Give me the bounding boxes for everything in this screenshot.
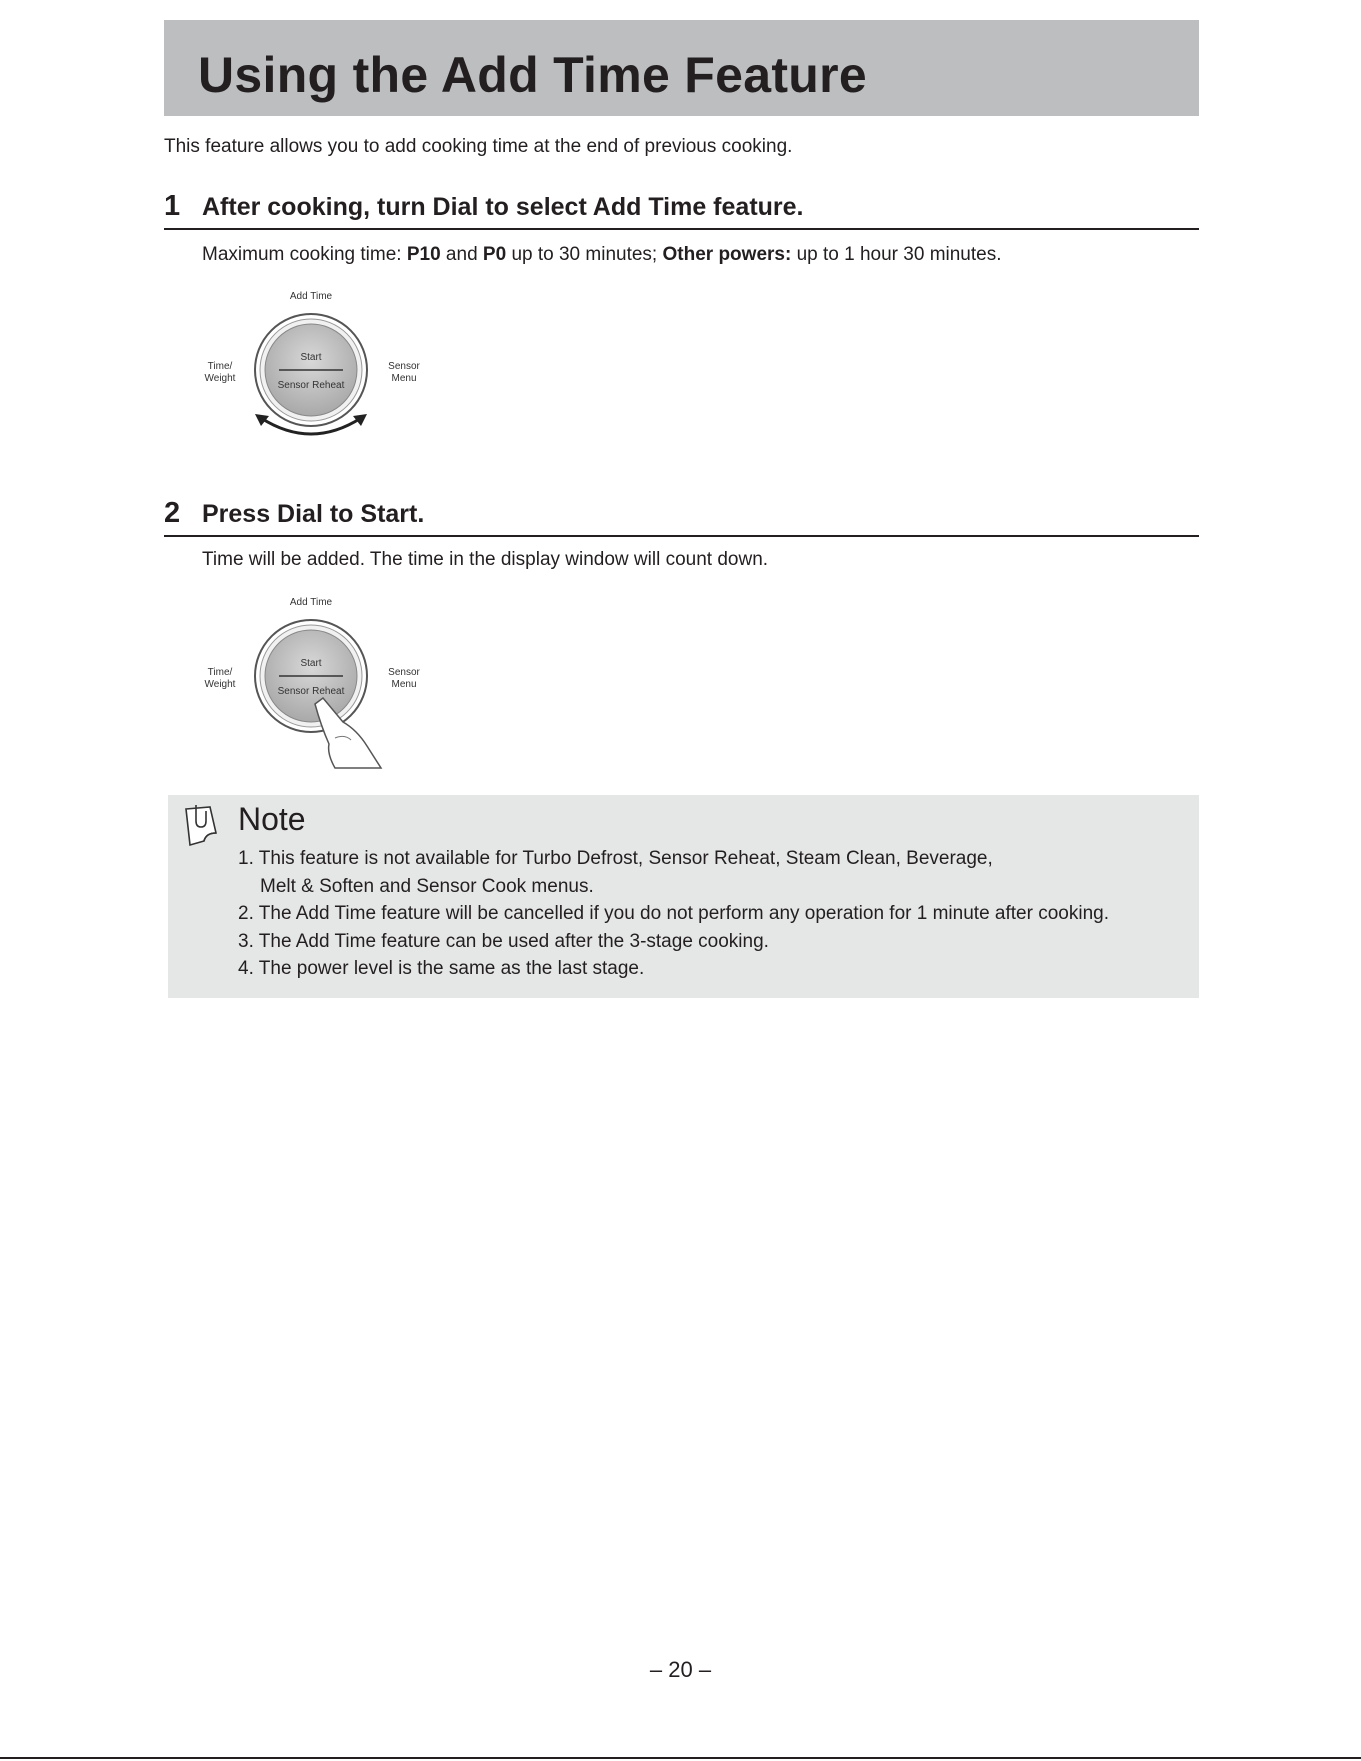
- dial-diagram-press: [195, 594, 435, 764]
- desc-bold: P10: [406, 244, 441, 265]
- start-label: Start: [300, 658, 322, 669]
- note-list: [238, 845, 1109, 983]
- time-weight-label: Time/ Weight: [204, 667, 236, 690]
- step-number: 1: [164, 190, 181, 222]
- sensor-menu-label: Sensor Menu: [388, 667, 420, 690]
- page-title: Using the Add Time Feature: [198, 47, 868, 103]
- step-2-heading: [164, 497, 1199, 537]
- add-time-label: Add Time: [289, 597, 333, 608]
- step-title: Press Dial to Start.: [202, 500, 430, 529]
- title-banner: [164, 20, 1199, 116]
- step-number: 2: [164, 497, 181, 529]
- bottom-rule: [0, 1757, 1361, 1759]
- add-time-label: Add Time: [289, 291, 333, 302]
- sensor-reheat-label: Sensor Reheat: [277, 686, 345, 697]
- desc-bold: Other powers:: [662, 244, 792, 265]
- step-2-description: Time will be added. The time in the display window will count down.: [202, 549, 769, 570]
- note-box: [168, 795, 1199, 998]
- desc-text: up to 1 hour 30 minutes.: [791, 244, 1002, 265]
- time-weight-label: Time/ Weight: [204, 361, 236, 384]
- note-item-continuation: Melt & Soften and Sensor Cook menus.: [260, 875, 594, 897]
- desc-text: and: [440, 244, 483, 265]
- start-label: Start: [300, 352, 322, 363]
- desc-text: Maximum cooking time:: [202, 244, 407, 265]
- note-item: 3. The Add Time feature can be used after the 3-stage cooking.: [238, 930, 769, 952]
- desc-bold: P0: [482, 244, 507, 265]
- step-title: After cooking, turn Dial to select Add Time feature.: [202, 193, 810, 222]
- intro-text: This feature allows you to add cooking time at the end of previous cooking.: [164, 136, 793, 157]
- dial-diagram-turn: [195, 288, 435, 458]
- note-item: 4. The power level is the same as the last stage.: [238, 958, 645, 979]
- step-1-heading: [164, 190, 1199, 230]
- desc-text: up to 30 minutes;: [506, 244, 663, 265]
- note-title: Note: [238, 801, 306, 837]
- note-item: 2. The Add Time feature will be cancelled if you do not perform any operation for 1 minute after cooking.: [238, 903, 1109, 924]
- note-item: 1. This feature is not available for Turbo Defrost, Sensor Reheat, Steam Clean, Beverage,: [238, 848, 993, 869]
- note-icon: [180, 803, 224, 851]
- sensor-menu-label: Sensor Menu: [388, 361, 420, 384]
- page-number: – 20 –: [649, 1657, 712, 1682]
- step-1-description: [202, 244, 1002, 266]
- sensor-reheat-label: Sensor Reheat: [277, 380, 345, 391]
